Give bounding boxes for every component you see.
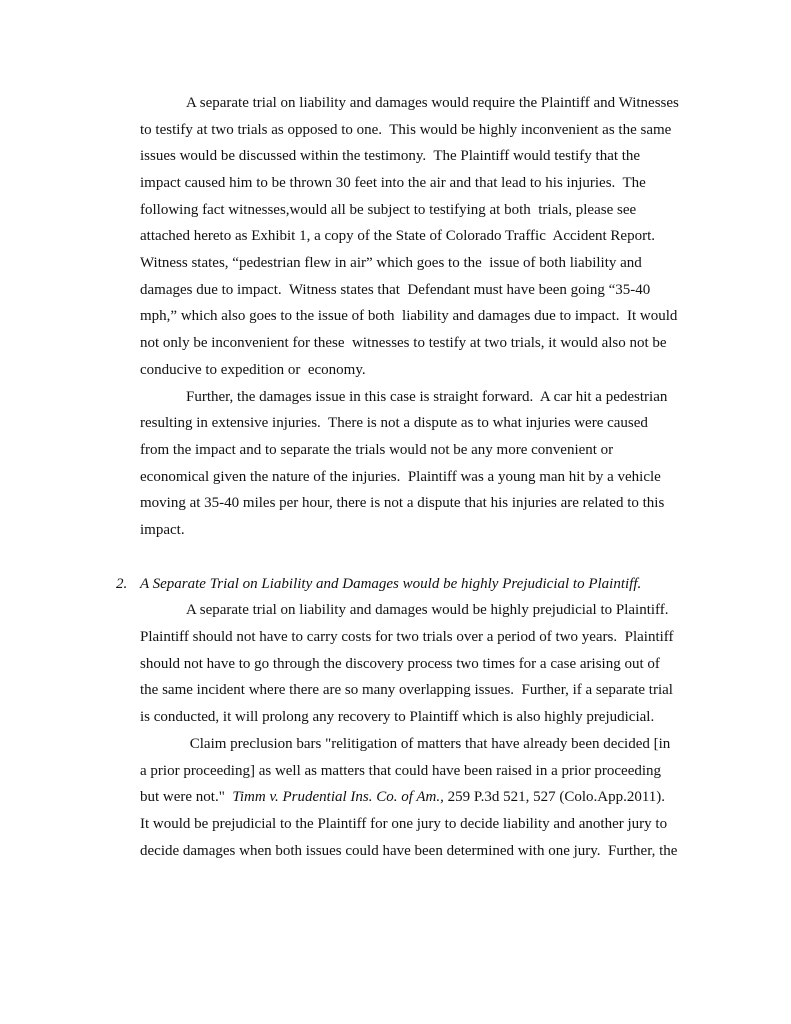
text-line: impact. — [140, 522, 185, 538]
text-line: issues would be discussed within the testimony. The Plaintiff would testify that the — [140, 148, 641, 164]
text-line: economical given the nature of the injuries. Plaintiff was a young man hit by a vehicle — [140, 469, 661, 485]
text-line: the same incident where there are so many overlapping issues. Further, if a separate trial — [140, 682, 673, 698]
text-line: It would be prejudicial to the Plaintiff for one jury to decide liability and another jury to — [140, 816, 668, 832]
text-line: conducive to expedition or economy. — [140, 362, 366, 378]
text-line: Plaintiff should not have to carry costs for two trials over a period of two years. Plaintiff — [140, 629, 674, 645]
text-line: a prior proceeding] as well as matters that could have been raised in a prior proceeding — [140, 763, 662, 779]
text-line: damages due to impact. Witness states that Defendant must have been going “35-40 — [140, 282, 651, 298]
citation-reference: , 259 P.3d 521, 527 (Colo.App.2011). — [440, 789, 666, 805]
text-line: A separate trial on liability and damages would require the Plaintiff and Witnesses — [186, 95, 679, 111]
text-line: to testify at two trials as opposed to one. This would be highly inconvenient as the same — [140, 122, 672, 138]
text-line: is conducted, it will prolong any recovery to Plaintiff which is also highly prejudicial. — [140, 709, 655, 725]
section-title: A Separate Trial on Liability and Damages would be highly Prejudicial to Plaintiff. — [140, 576, 642, 592]
text-line: attached hereto as Exhibit 1, a copy of the State of Colorado Traffic Accident Report. — [140, 228, 656, 244]
text-line: Claim preclusion bars "relitigation of matters that have already been decided [in — [186, 736, 671, 752]
case-name: Timm v. Prudential Ins. Co. of Am. — [232, 789, 441, 805]
section-number: 2. — [116, 576, 128, 592]
citation-lead: but were not." — [140, 789, 233, 805]
text-line: A separate trial on liability and damages would be highly prejudicial to Plaintiff. — [186, 602, 669, 618]
text-line-citation — [140, 787, 665, 807]
text-line: Witness states, “pedestrian flew in air” which goes to the issue of both liability and — [140, 255, 642, 271]
text-line: not only be inconvenient for these witnesses to testify at two trials, it would also not be — [140, 335, 667, 351]
text-line: decide damages when both issues could have been determined with one jury. Further, the — [140, 843, 678, 859]
text-line: mph,” which also goes to the issue of both liability and damages due to impact. It would — [140, 308, 678, 324]
text-line: from the impact and to separate the trials would not be any more convenient or — [140, 442, 614, 458]
text-line: resulting in extensive injuries. There is not a dispute as to what injuries were caused — [140, 415, 648, 431]
text-line: following fact witnesses,would all be subject to testifying at both trials, please see — [140, 202, 637, 218]
text-line: should not have to go through the discovery process two times for a case arising out of — [140, 656, 660, 672]
text-line: impact caused him to be thrown 30 feet into the air and that lead to his injuries. The — [140, 175, 646, 191]
text-line: moving at 35-40 miles per hour, there is not a dispute that his injuries are related to this — [140, 495, 665, 511]
text-line: Further, the damages issue in this case is straight forward. A car hit a pedestrian — [186, 389, 668, 405]
